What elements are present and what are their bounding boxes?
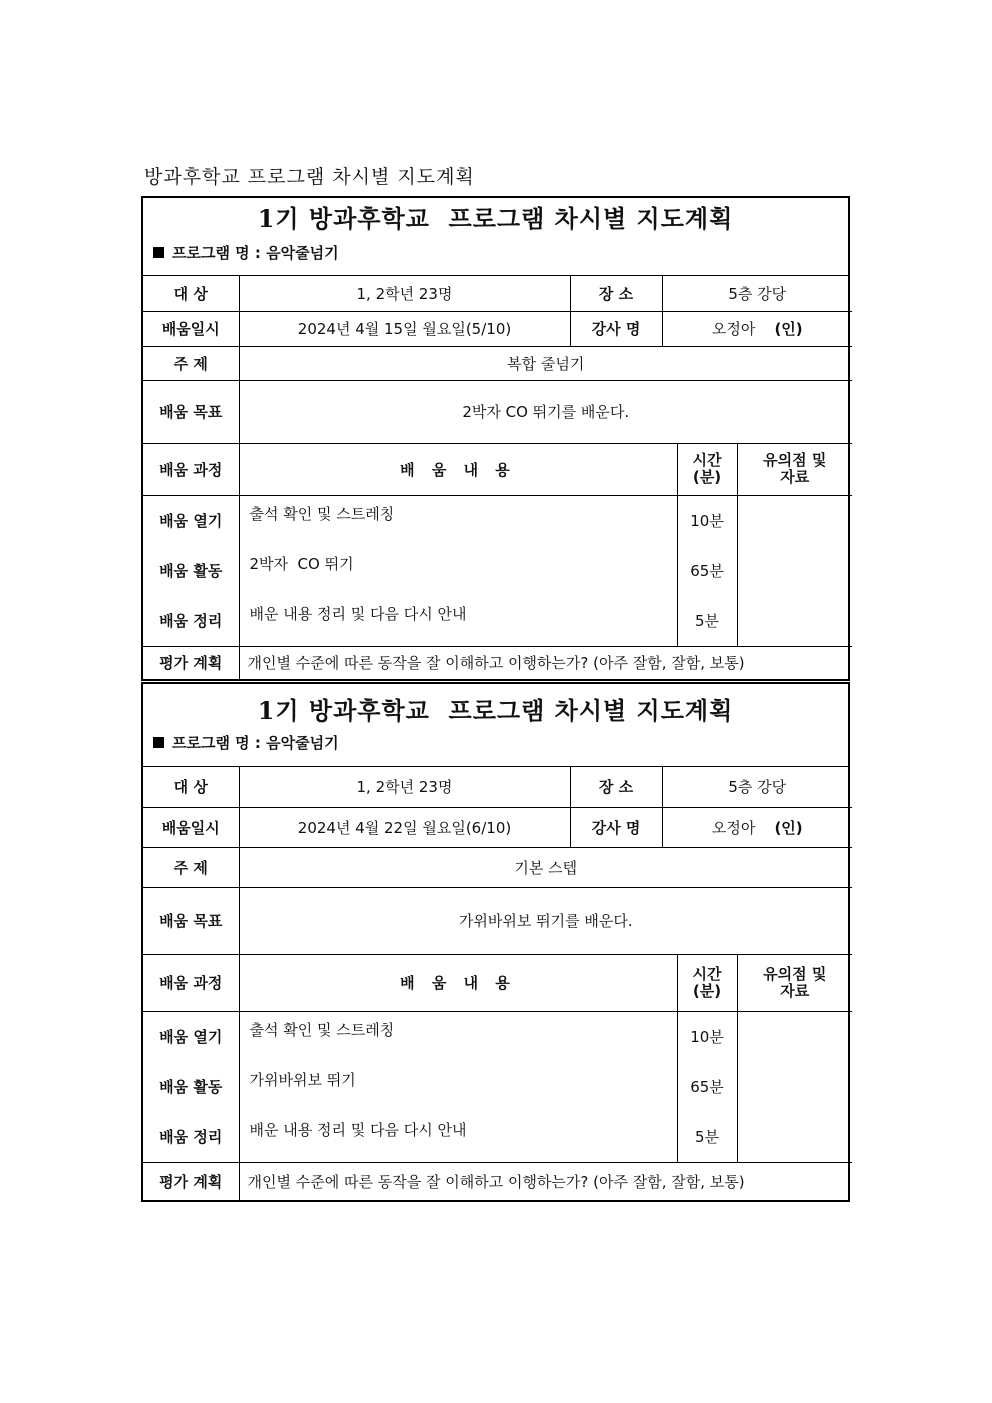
seal-mark: (인) [774, 320, 803, 338]
stage-open: 배움 열기 [159, 511, 223, 530]
step-time: 5분 [694, 1127, 720, 1146]
stage-wrapup: 배움 정리 [159, 611, 223, 630]
stage-times [677, 495, 737, 646]
goal-label: 배움 목표 [143, 380, 239, 443]
notes-header: 유의점 및 자료 [737, 443, 852, 495]
step-time: 65분 [690, 1077, 724, 1096]
goal-label: 배움 목표 [143, 887, 239, 954]
date-value: 2024년 4월 15일 월요일(5/10) [239, 311, 570, 346]
program-name-text: 프로그램 명 : 음악줄넘기 [172, 734, 339, 752]
stage-times [677, 1011, 737, 1162]
date-label: 배움일시 [143, 311, 239, 346]
goal-value: 가위바위보 뛰기를 배운다. [239, 887, 852, 954]
step-content: 배운 내용 정리 및 다음 다시 안내 [249, 604, 467, 623]
stage-contents [239, 495, 677, 646]
page-heading: 방과후학교 프로그램 차시별 지도계획 [144, 166, 475, 188]
evaluation-value: 개인별 수준에 따른 동작을 잘 이해하고 이행하는가? (아주 잘함, 잘함, 보통) [239, 646, 852, 679]
instructor-value [662, 807, 852, 847]
instructor-label: 강사 명 [570, 807, 662, 847]
evaluation-label: 평가 계획 [143, 646, 239, 679]
goal-value: 2박자 CO 뛰기를 배운다. [239, 380, 852, 443]
content-header: 배 움 내 용 [239, 954, 677, 1011]
process-label: 배움 과정 [143, 443, 239, 495]
plan-table [143, 767, 852, 1200]
date-label: 배움일시 [143, 807, 239, 847]
step-content: 출석 확인 및 스트레칭 [249, 1020, 395, 1039]
stage-labels [143, 1011, 239, 1162]
program-name [153, 732, 838, 754]
step-time: 5분 [694, 611, 720, 630]
step-time: 10분 [690, 1027, 724, 1046]
notes-cell [737, 495, 852, 646]
step-content: 가위바위보 뛰기 [249, 1070, 356, 1089]
instructor-label: 강사 명 [570, 311, 662, 346]
square-bullet-icon [153, 737, 164, 748]
plan-title: 1기 방과후학교 프로그램 차시별 지도계획 [257, 204, 734, 233]
time-header: 시간 (분) [677, 443, 737, 495]
notes-cell [737, 1011, 852, 1162]
date-value: 2024년 4월 22일 월요일(6/10) [239, 807, 570, 847]
plan-header [143, 684, 848, 767]
topic-label: 주 제 [143, 346, 239, 380]
target-value: 1, 2학년 23명 [239, 276, 570, 311]
instructor-name: 오정아 [711, 320, 756, 338]
plan-header [143, 198, 848, 276]
content-header: 배 움 내 용 [239, 443, 677, 495]
stage-contents [239, 1011, 677, 1162]
plan-title: 1기 방과후학교 프로그램 차시별 지도계획 [257, 696, 734, 725]
evaluation-value: 개인별 수준에 따른 동작을 잘 이해하고 이행하는가? (아주 잘함, 잘함, 보통) [239, 1162, 852, 1200]
evaluation-label: 평가 계획 [143, 1162, 239, 1200]
stage-labels [143, 495, 239, 646]
step-content: 출석 확인 및 스트레칭 [249, 504, 395, 523]
step-time: 10분 [690, 511, 724, 530]
lesson-plan-1 [141, 196, 850, 681]
step-content: 2박자 CO 뛰기 [249, 554, 354, 573]
topic-label: 주 제 [143, 847, 239, 887]
target-label: 대 상 [143, 276, 239, 311]
step-content: 배운 내용 정리 및 다음 다시 안내 [249, 1120, 467, 1139]
stage-activity: 배움 활동 [159, 561, 223, 580]
plan-table [143, 276, 852, 679]
process-label: 배움 과정 [143, 954, 239, 1011]
program-name [153, 242, 838, 264]
instructor-value [662, 311, 852, 346]
place-label: 장 소 [570, 767, 662, 807]
place-value: 5층 강당 [662, 767, 852, 807]
topic-value: 기본 스텝 [239, 847, 852, 887]
topic-value: 복합 줄넘기 [239, 346, 852, 380]
place-value: 5층 강당 [662, 276, 852, 311]
stage-open: 배움 열기 [159, 1027, 223, 1046]
program-name-text: 프로그램 명 : 음악줄넘기 [172, 244, 339, 262]
time-header: 시간 (분) [677, 954, 737, 1011]
lesson-plan-2 [141, 682, 850, 1202]
square-bullet-icon [153, 247, 164, 258]
notes-header: 유의점 및 자료 [737, 954, 852, 1011]
stage-activity: 배움 활동 [159, 1077, 223, 1096]
target-value: 1, 2학년 23명 [239, 767, 570, 807]
place-label: 장 소 [570, 276, 662, 311]
seal-mark: (인) [774, 818, 803, 837]
instructor-name: 오정아 [711, 818, 756, 837]
target-label: 대 상 [143, 767, 239, 807]
step-time: 65분 [690, 561, 724, 580]
stage-wrapup: 배움 정리 [159, 1127, 223, 1146]
